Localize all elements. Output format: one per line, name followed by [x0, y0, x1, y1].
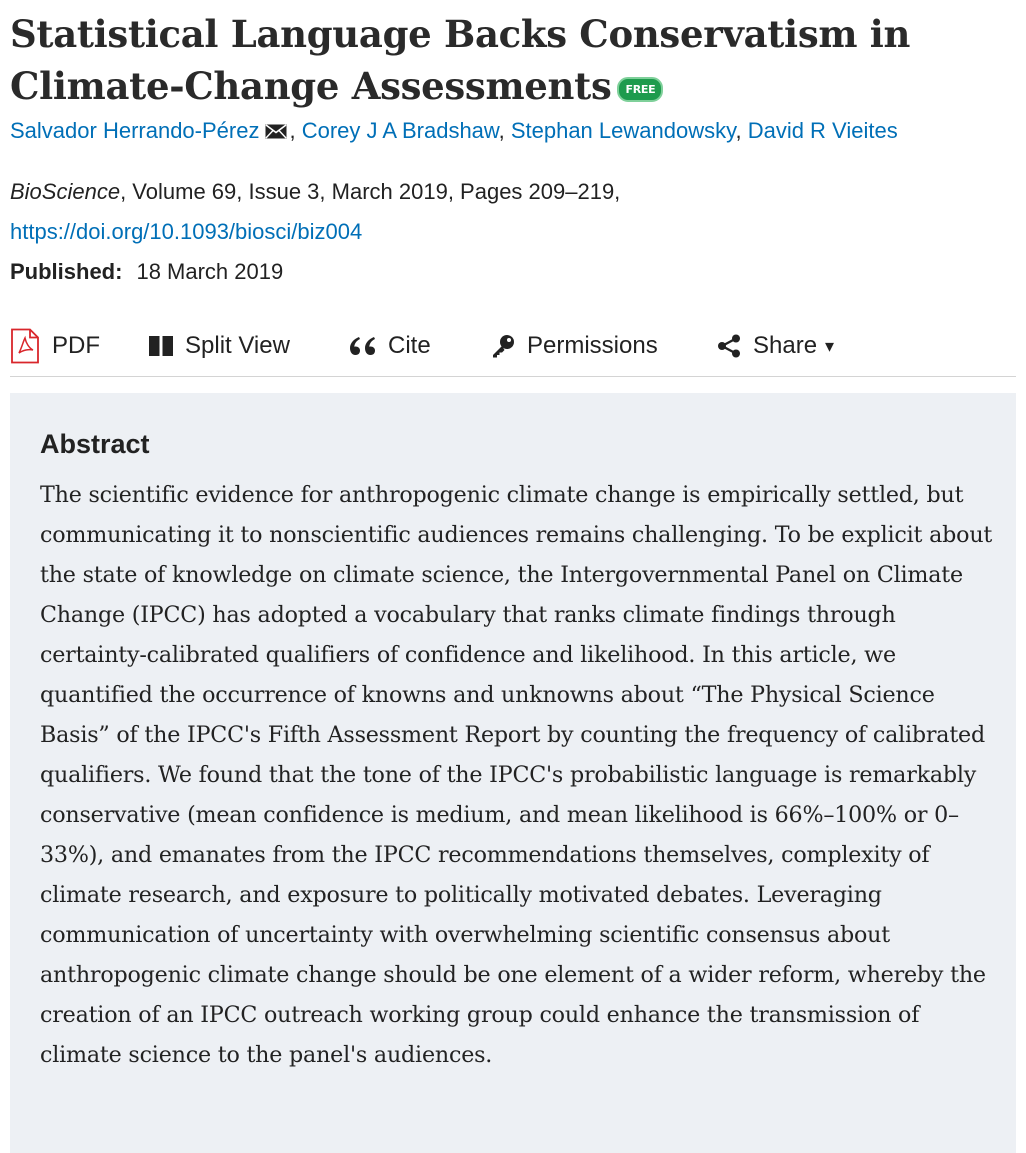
author-link-4[interactable]: David R Vieites	[747, 118, 898, 143]
share-label: Share	[753, 332, 818, 359]
free-badge: FREE	[617, 77, 663, 102]
split-view-button[interactable]	[149, 328, 290, 364]
cite-button[interactable]	[350, 328, 431, 364]
author-separator: ,	[735, 118, 748, 143]
article-title-text: Statistical Language Backs Conservatism in Climate-Change Assessments	[10, 12, 911, 108]
abstract-text: The scientific evidence for anthropogenic climate change is empirically settled, but communicating it to nonscientific audiences remains challenging. To be explicit about the state of knowledge on climate science, the Intergovernmental Panel on Climate Change (IPCC) has adopted a vocabulary that ranks climate findings through certainty-calibrated qualifiers of confidence and likelihood. In this article, we quantified the occurrence of knowns and unknowns about “The Physical Science Basis” of the IPCC's Fifth Assessment Report by counting the frequency of calibrated qualifiers. We found that the tone of the IPCC's probabilistic language is remarkably conservative (mean confidence is medium, and mean likelihood is 66%–100% or 0–33%), and emanates from the IPCC recommendations themselves, complexity of climate research, and exposure to politically motivated debates. Leveraging communication of uncertainty with overwhelming scientific consensus about anthropogenic climate change should be one element of a wider reform, whereby the creation of an IPCC outreach working group could enhance the transmission of climate science to the panel's audiences.	[40, 482, 993, 1068]
share-button[interactable]	[717, 328, 834, 364]
published-label: Published:	[10, 259, 123, 284]
journal-name: BioScience	[10, 179, 121, 204]
email-icon[interactable]	[265, 115, 287, 130]
pdf-icon	[10, 328, 40, 364]
key-icon	[491, 334, 515, 358]
citation-line	[10, 172, 1010, 212]
cite-label: Cite	[388, 332, 431, 359]
pdf-label: PDF	[52, 332, 100, 359]
article-toolbar	[10, 322, 1016, 377]
article-title	[10, 8, 1010, 112]
abstract-section	[10, 393, 1016, 1153]
citation-block	[10, 172, 1010, 292]
author-separator: ,	[498, 118, 511, 143]
split-view-label: Split View	[185, 332, 290, 359]
published-date: 18 March 2019	[136, 259, 284, 284]
permissions-button[interactable]	[491, 328, 658, 364]
citation-details: , Volume 69, Issue 3, March 2019, Pages 209–219,	[120, 179, 621, 204]
author-separator: ,	[289, 118, 302, 143]
permissions-label: Permissions	[527, 332, 658, 359]
author-link-1[interactable]: Salvador Herrando-Pérez	[10, 118, 260, 143]
split-view-icon	[149, 336, 173, 356]
share-icon	[717, 334, 741, 358]
author-link-2[interactable]: Corey J A Bradshaw	[301, 118, 499, 143]
published-line	[10, 252, 1010, 292]
abstract-heading: Abstract	[40, 429, 150, 459]
quote-icon	[350, 337, 376, 355]
author-list	[10, 114, 1026, 148]
author-link-3[interactable]: Stephan Lewandowsky	[510, 118, 736, 143]
doi-link[interactable]: https://doi.org/10.1093/biosci/biz004	[10, 219, 363, 244]
share-caret-icon: ▾	[825, 335, 835, 356]
pdf-button[interactable]	[10, 328, 100, 364]
